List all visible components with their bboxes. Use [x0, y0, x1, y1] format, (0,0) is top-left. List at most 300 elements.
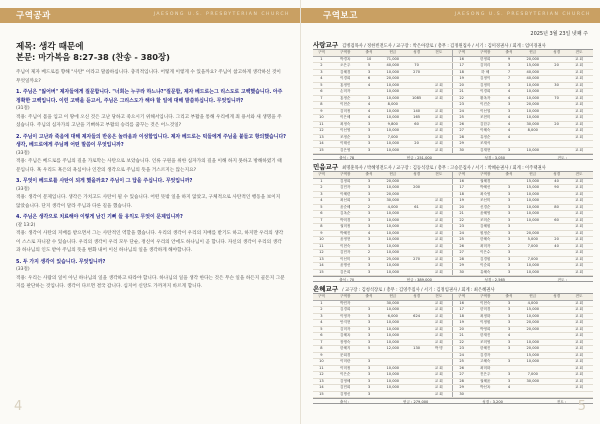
table-cell: 이진순: [470, 102, 501, 109]
table-cell: 이선미: [330, 256, 361, 263]
table-cell: 진은주: [470, 372, 501, 379]
table-cell: 7: [501, 69, 518, 76]
table-cell: 교 회: [565, 372, 593, 379]
table-cell: 한혜지: [330, 346, 361, 353]
total-item: 전도 :: [557, 278, 567, 282]
column-header: 구역: [453, 172, 470, 178]
lesson-intro: 주님이 제자 베드로를 향해 "사탄" 이라고 말씀하십니다. 충격적입니다. 어떻게 이렇게 수 있을까요? 주님이 참고하게 생각하신 것이 무엇일까요?: [16, 70, 281, 84]
column-header: 구역: [453, 294, 470, 300]
table-cell: 3: [361, 333, 378, 340]
table-cell: 25: [453, 237, 470, 244]
table-cell: 10,000: [377, 378, 408, 385]
table-cell: 20,000: [517, 346, 548, 353]
question-text: 4. 주님은 생각으로 치료해야 이렇게 남긴 기뻐 들 유익도 무엇이 문제입니까?: [16, 214, 183, 220]
table-cell: 3: [501, 204, 518, 211]
table-cell: 40,000: [377, 63, 408, 70]
table-cell: 교 회: [425, 141, 453, 148]
table-cell: 한재진: [470, 333, 501, 340]
table-cell: 10,000: [377, 333, 408, 340]
table-cell: 9: [501, 56, 518, 63]
table-cell: 29: [453, 263, 470, 270]
table-cell: 이은수: [470, 250, 501, 257]
table-cell: 3: [361, 211, 378, 218]
column-header: 구역장: [330, 172, 361, 178]
table-cell: 4: [361, 108, 378, 115]
table-cell: 20: [408, 141, 425, 148]
column-header: 출석: [361, 172, 378, 178]
column-header: 헌금: [377, 50, 408, 56]
table-cell: 17: [453, 185, 470, 192]
table-cell: 3: [501, 263, 518, 270]
table-cell: 4: [361, 115, 378, 122]
table-cell: 5: [313, 326, 330, 333]
table-cell: 조현미: [470, 115, 501, 122]
table-cell: 10,000: [377, 230, 408, 237]
table-cell: 3: [501, 82, 518, 89]
table-cell: 10,000: [377, 250, 408, 257]
table-cell: 교 회: [565, 378, 593, 385]
table-cell: 유혜숙: [470, 269, 501, 276]
table-cell: 교 회: [565, 365, 593, 372]
table-cell: 교 회: [425, 230, 453, 237]
table-cell: 이현숙: [470, 300, 501, 307]
table-cell: 13: [313, 378, 330, 385]
report-date: 2025년 3월 23일 넷째 주: [530, 31, 588, 37]
table-cell: 10,000: [377, 237, 408, 244]
table-cell: 4,000: [517, 300, 548, 307]
table-cell: 27: [453, 128, 470, 135]
table-cell: 3: [361, 269, 378, 276]
table-cell: 20,000: [517, 230, 548, 237]
table-cell: 김미리: [470, 63, 501, 70]
district-staff: / 교구장 : 김청석장로 / 총무 : 김영주집사 / 서기 : 김정임권사 / 회계 : 최은혜권사: [342, 288, 495, 293]
table-cell: 교 회: [565, 115, 593, 122]
table-cell: 김한주: [470, 121, 501, 128]
table-cell: 3: [361, 385, 378, 392]
table-cell: 교 회: [425, 333, 453, 340]
table-cell: 원정순: [470, 230, 501, 237]
column-header: 구역장: [470, 172, 501, 178]
table-cell: 교 회: [425, 211, 453, 218]
table-cell: 이순희: [470, 263, 501, 270]
table-cell: 교 회: [425, 108, 453, 115]
table-cell: 교 회: [565, 359, 593, 366]
table-cell: 11: [313, 365, 330, 372]
table-cell: 7: [313, 339, 330, 346]
right-header-title: 구역보고: [323, 11, 358, 21]
column-header: 구역: [453, 50, 470, 56]
table-cell: 교 회: [425, 82, 453, 89]
table-cell: 3: [361, 128, 378, 135]
table-cell: 12: [313, 250, 330, 257]
table-cell: 교 회: [565, 69, 593, 76]
district-block-mideum: [313, 162, 593, 282]
table-cell: 19: [453, 76, 470, 83]
table-cell: 12,000: [377, 346, 408, 353]
district-total: [313, 276, 593, 282]
table-cell: 3: [501, 250, 518, 257]
table-cell: 20,000: [377, 178, 408, 185]
table-cell: 최정숙: [330, 121, 361, 128]
column-header: 전도: [425, 50, 453, 56]
table-cell: 10,000: [377, 243, 408, 250]
total-item: 출석 : 78: [339, 156, 355, 160]
table-cell: 10,000: [517, 204, 548, 211]
lesson-scripture: 본문: 마가복음 8:27-38 (찬송 - 380장): [16, 52, 170, 62]
table-cell: 2: [501, 243, 518, 250]
table-cell: 15,000: [517, 307, 548, 314]
table-cell: [565, 391, 593, 398]
table-cell: 18: [453, 69, 470, 76]
table-cell: 60: [548, 217, 565, 224]
table-cell: 40,000: [517, 76, 548, 83]
table-cell: 270: [408, 69, 425, 76]
table-cell: 교 회: [425, 237, 453, 244]
table-cell: 3: [501, 217, 518, 224]
table-cell: 교 회: [425, 217, 453, 224]
table-cell: 3: [361, 217, 378, 224]
table-cell: 김정미: [470, 82, 501, 89]
table-cell: 3: [361, 243, 378, 250]
table-cell: 7,000: [517, 256, 548, 263]
table-cell: 3: [361, 185, 378, 192]
table-cell: 교 회: [565, 352, 593, 359]
district-staff: 김병겸목사 / 정한빈전도사 / 교구장 : 박은아장로 / 총무 : 김정원집사 / 서기 : 김미경권사 / 회계 : 엄미경권사: [342, 44, 546, 49]
column-header: 출석: [501, 50, 518, 56]
table-cell: 윤명선: [330, 263, 361, 270]
application-text: 적용: 주님은 베드로를 주님의 길을 가로막는 사탄으로 보았습니다. 인류 구원을 위한 십자가의 길을 이해 하지 못하고 방해하였기 때문입니다. 혹 우리도 혹은의 욕심이나 인간의 생각으로 주님의 뜻을 거스르지는 않는지요?: [16, 159, 282, 173]
table-cell: [408, 269, 425, 276]
table-cell: 이현순: [330, 102, 361, 109]
table-cell: 29: [453, 141, 470, 148]
lesson-title: 제목: 생각 때문에: [16, 42, 84, 52]
table-cell: 30,000: [517, 378, 548, 385]
question-text: 2. 주님이 고난과 죽음에 대해 제자들의 반응은 놀라움과 이성함입니다. 제자 베드로는 턱들에게 주님을 붙들고 항의했습니다?생각, 베드로에게 주님께 어떤 말씀이 무엇입니까?: [16, 133, 287, 148]
table-cell: 8,000: [377, 102, 408, 109]
table-cell: 한정희: [470, 56, 501, 63]
table-cell: 10,000: [377, 147, 408, 154]
table-cell: 10,000: [517, 339, 548, 346]
table-cell: 신경순: [470, 204, 501, 211]
table-cell: 10,000: [377, 307, 408, 314]
table-cell: 한미경: [470, 307, 501, 314]
table-cell: 3: [501, 378, 518, 385]
total-item: 성경 : 2,565: [484, 278, 506, 282]
table-cell: 15,000: [517, 352, 548, 359]
table-cell: 4: [361, 230, 378, 237]
total-item: 출석 : 70: [339, 278, 355, 282]
table-cell: 교 회: [565, 224, 593, 231]
table-cell: 30: [453, 147, 470, 154]
left-page-number: 4: [14, 399, 23, 414]
table-cell: 3: [501, 339, 518, 346]
table-cell: 4: [313, 198, 330, 205]
column-header: 출석: [501, 294, 518, 300]
table-cell: 이경희: [470, 89, 501, 96]
table-cell: 26: [453, 365, 470, 372]
table-cell: 3: [501, 372, 518, 379]
table-cell: 교 회: [565, 185, 593, 192]
table-cell: 3: [361, 307, 378, 314]
column-header: 구역장: [470, 294, 501, 300]
table-cell: 9: [313, 108, 330, 115]
table-cell: 문희경: [330, 352, 361, 359]
total-item: 전도 :: [556, 400, 567, 404]
table-cell: 10,000: [517, 147, 548, 154]
table-cell: 김정이: [470, 76, 501, 83]
table-cell: 10,000: [517, 191, 548, 198]
table-cell: 3: [361, 365, 378, 372]
column-header: 전도: [425, 294, 453, 300]
table-cell: 3: [361, 372, 378, 379]
table-cell: 교 회: [425, 250, 453, 257]
table-cell: 교 회: [565, 307, 593, 314]
table-cell: 교 회: [565, 385, 593, 392]
table-cell: 손미자: [330, 89, 361, 96]
table-cell: 10,000: [377, 385, 408, 392]
total-item: 전도 :: [557, 156, 567, 160]
table-cell: 20: [453, 82, 470, 89]
table-cell: 3: [501, 320, 518, 327]
table-cell: 7: [313, 95, 330, 102]
table-cell: 15,000: [517, 185, 548, 192]
table-cell: 3: [501, 211, 518, 218]
table-cell: 624: [408, 313, 425, 320]
table-cell: 27: [453, 372, 470, 379]
district-header: [313, 40, 593, 50]
table-cell: 3: [361, 256, 378, 263]
table-cell: 교 회: [565, 211, 593, 218]
column-header: 전도: [565, 172, 593, 178]
column-header: 성경: [548, 172, 565, 178]
table-cell: [517, 391, 548, 398]
table-cell: 이태신: [330, 141, 361, 148]
table-cell: 10,000: [377, 108, 408, 115]
table-cell: 10: [313, 359, 330, 366]
table-cell: 황옥자: [470, 95, 501, 102]
table-cell: 박혜진: [330, 230, 361, 237]
table-cell: 3: [361, 237, 378, 244]
column-header: 헌금: [517, 172, 548, 178]
table-cell: 23: [453, 224, 470, 231]
table-cell: 김혜원: [470, 224, 501, 231]
table-cell: 교 회: [425, 339, 453, 346]
table-cell: 교 회: [565, 76, 593, 83]
table-cell: 18: [453, 313, 470, 320]
table-cell: 25,000: [377, 256, 408, 263]
table-cell: 17: [453, 307, 470, 314]
table-cell: 6,000: [377, 313, 408, 320]
table-cell: 20,000: [517, 326, 548, 333]
table-cell: 이정원: [470, 320, 501, 327]
table-cell: 130: [408, 346, 425, 353]
table-cell: 김혜경: [330, 69, 361, 76]
application-text: 적용: 주님이 몸을 입고 이 땅에 오신 것은 고난 당하고 죽으시기 위해서입니다. 그리고 부활을 통해 우리에게 죄 용서와 새 생명을 주셨습니다. 주님의 십자가의 고난을 기뻐하고 부활의 승리를 꿈꾸는 것은 어느것일?: [16, 114, 282, 128]
table-cell: 고혜숙: [470, 359, 501, 366]
table-cell: 11: [313, 121, 330, 128]
table-cell: 10,000: [517, 82, 548, 89]
table-cell: 10,000: [517, 359, 548, 366]
table-cell: 3: [501, 359, 518, 366]
table-cell: 이혜련: [330, 191, 361, 198]
table-cell: 1: [313, 56, 330, 63]
table-cell: 20,000: [517, 320, 548, 327]
table-cell: 박경옥: [330, 56, 361, 63]
table-cell: 16: [453, 178, 470, 185]
table-cell: 10,000: [377, 211, 408, 218]
table-cell: 교 회: [565, 263, 593, 270]
table-cell: 교 회: [565, 128, 593, 135]
table-cell: 10,000: [517, 313, 548, 320]
district-staff: 최명훈목사 / 박혜영전도사 / 교구장 : 김동석장로 / 총무 : 고승문집사 / 서기 : 박혜순권사 / 회계 : 이주택권사: [342, 166, 546, 171]
table-cell: 4: [501, 95, 518, 102]
table-cell: 교 회: [565, 230, 593, 237]
table-cell: 10,000: [377, 89, 408, 96]
application-text: 적용: 생각이 문제입니다. 생각은 가치고도 사탄이 될 수 있습니다. 어떤 뜻밖 일을 하지 않았고, 구체적으로 사탄적인 행동을 보이지 않았습니다. 단지 생각이 달라 주님과 다른 길을 했습니다.: [16, 195, 281, 209]
table-cell: 교 회: [425, 365, 453, 372]
table-cell: 4: [501, 134, 518, 141]
sermon-lesson: [16, 42, 286, 292]
table-cell: 하 혜: [470, 69, 501, 76]
table-cell: 교 회: [565, 134, 593, 141]
table-cell: 이은순: [330, 372, 361, 379]
table-cell: 10,000: [517, 89, 548, 96]
table-cell: 이현숙: [330, 243, 361, 250]
table-cell: 박선옥: [470, 385, 501, 392]
table-cell: 21: [453, 333, 470, 340]
question-text: 5. 두 가지 생각이 있습니다. 무엇입니까?: [16, 258, 106, 265]
table-cell: 80: [548, 204, 565, 211]
table-cell: 최정화: [470, 313, 501, 320]
table-cell: 20: [548, 63, 565, 70]
table-cell: 21: [453, 211, 470, 218]
table-cell: 교 회: [565, 320, 593, 327]
table-cell: 최미자: [470, 243, 501, 250]
table-cell: 14: [313, 263, 330, 270]
table-cell: 이미정: [330, 365, 361, 372]
table-cell: 90: [548, 185, 565, 192]
table-cell: 4: [501, 333, 518, 340]
table-cell: 교 회: [565, 102, 593, 109]
right-page-number: 5: [577, 399, 586, 414]
table-cell: 교 회: [565, 147, 593, 154]
table-cell: 교 회: [425, 95, 453, 102]
table-cell: 조재석: [470, 141, 501, 148]
table-cell: 13: [313, 256, 330, 263]
table-cell: 23: [453, 346, 470, 353]
table-cell: 22: [453, 217, 470, 224]
table-cell: 3: [361, 224, 378, 231]
table-cell: 2: [313, 63, 330, 70]
table-cell: 8,000: [517, 128, 548, 135]
table-cell: 3: [501, 307, 518, 314]
question-text: 1. 주님은 "잃어버" 제자들에게 질문합니다. "너희는 누구라 하느냐?"질문함, 제자 베드로는그 리스도로 고백했습니다. 아주 정확한 고백입니다. 이런 고백을 듣고서, 주님은 그리스도가 해야 할 일에 대해 말씀하십니다. 무엇입니까?: [16, 89, 283, 104]
table-cell: 안지현: [330, 320, 361, 327]
table-cell: 3: [361, 141, 378, 148]
column-header: 전도: [565, 50, 593, 56]
table-cell: 이혜숙: [470, 128, 501, 135]
table-cell: 10,000: [517, 263, 548, 270]
table-cell: 26: [453, 243, 470, 250]
table-cell: 24: [453, 230, 470, 237]
table-cell: 12: [313, 128, 330, 135]
table-cell: 장명숙: [330, 339, 361, 346]
table-cell: 김재현: [470, 147, 501, 154]
total-item: 성경 : 3,050: [484, 156, 506, 160]
table-cell: 140: [408, 108, 425, 115]
table-cell: 10,000: [377, 269, 408, 276]
table-cell: 교 회: [565, 121, 593, 128]
table-cell: 교 회: [425, 121, 453, 128]
lesson-question-5: [16, 258, 286, 292]
table-cell: 4: [501, 115, 518, 122]
table-cell: 교 회: [425, 204, 453, 211]
column-header: 헌금: [377, 294, 408, 300]
table-cell: 15,000: [517, 63, 548, 70]
table-cell: 교 회: [425, 391, 453, 398]
table-cell: 25: [453, 115, 470, 122]
table-cell: 3: [361, 320, 378, 327]
table-cell: 이경희: [330, 76, 361, 83]
district-total: [313, 398, 593, 404]
table-cell: 28: [453, 134, 470, 141]
table-cell: 10,000: [517, 217, 548, 224]
column-header: 구역장: [470, 50, 501, 56]
table-cell: 15: [313, 147, 330, 154]
table-cell: 교 회: [565, 269, 593, 276]
table-cell: 27: [453, 250, 470, 257]
table-cell: 교 회: [425, 224, 453, 231]
table-cell: 김미정: [330, 108, 361, 115]
table-cell: 200: [408, 185, 425, 192]
table-cell: 3: [501, 269, 518, 276]
table-cell: 교 회: [565, 326, 593, 333]
table-cell: 20: [453, 204, 470, 211]
lesson-question-3: [16, 177, 286, 211]
table-cell: 10,000: [377, 263, 408, 270]
table-cell: 20: [453, 326, 470, 333]
table-cell: 20,000: [377, 191, 408, 198]
table-cell: 4: [361, 102, 378, 109]
column-header: 성경: [408, 50, 425, 56]
table-cell: 3: [501, 198, 518, 205]
table-cell: 22: [453, 95, 470, 102]
table-cell: 24: [453, 108, 470, 115]
column-header: 출석: [361, 294, 378, 300]
table-cell: 김민희: [330, 385, 361, 392]
table-cell: 10: [313, 237, 330, 244]
table-cell: 18: [453, 191, 470, 198]
report-table: [313, 172, 593, 276]
question-ref: (33절): [16, 186, 30, 192]
table-cell: 3: [501, 191, 518, 198]
question-ref: (33절): [16, 267, 30, 272]
table-cell: 김민자: [330, 185, 361, 192]
column-header: 헌금: [517, 50, 548, 56]
table-cell: 7: [501, 76, 518, 83]
table-cell: 4: [501, 89, 518, 96]
column-header: 구역: [313, 172, 330, 178]
report-table: [313, 294, 593, 398]
table-cell: 이영자: [330, 313, 361, 320]
table-cell: 3: [501, 300, 518, 307]
report-table: [313, 50, 593, 154]
table-cell: 최미화: [470, 365, 501, 372]
table-cell: 교 회: [565, 95, 593, 102]
table-cell: 3: [501, 147, 518, 154]
table-cell: 김경원: [470, 256, 501, 263]
question-ref: (갈 13:2): [16, 222, 36, 228]
